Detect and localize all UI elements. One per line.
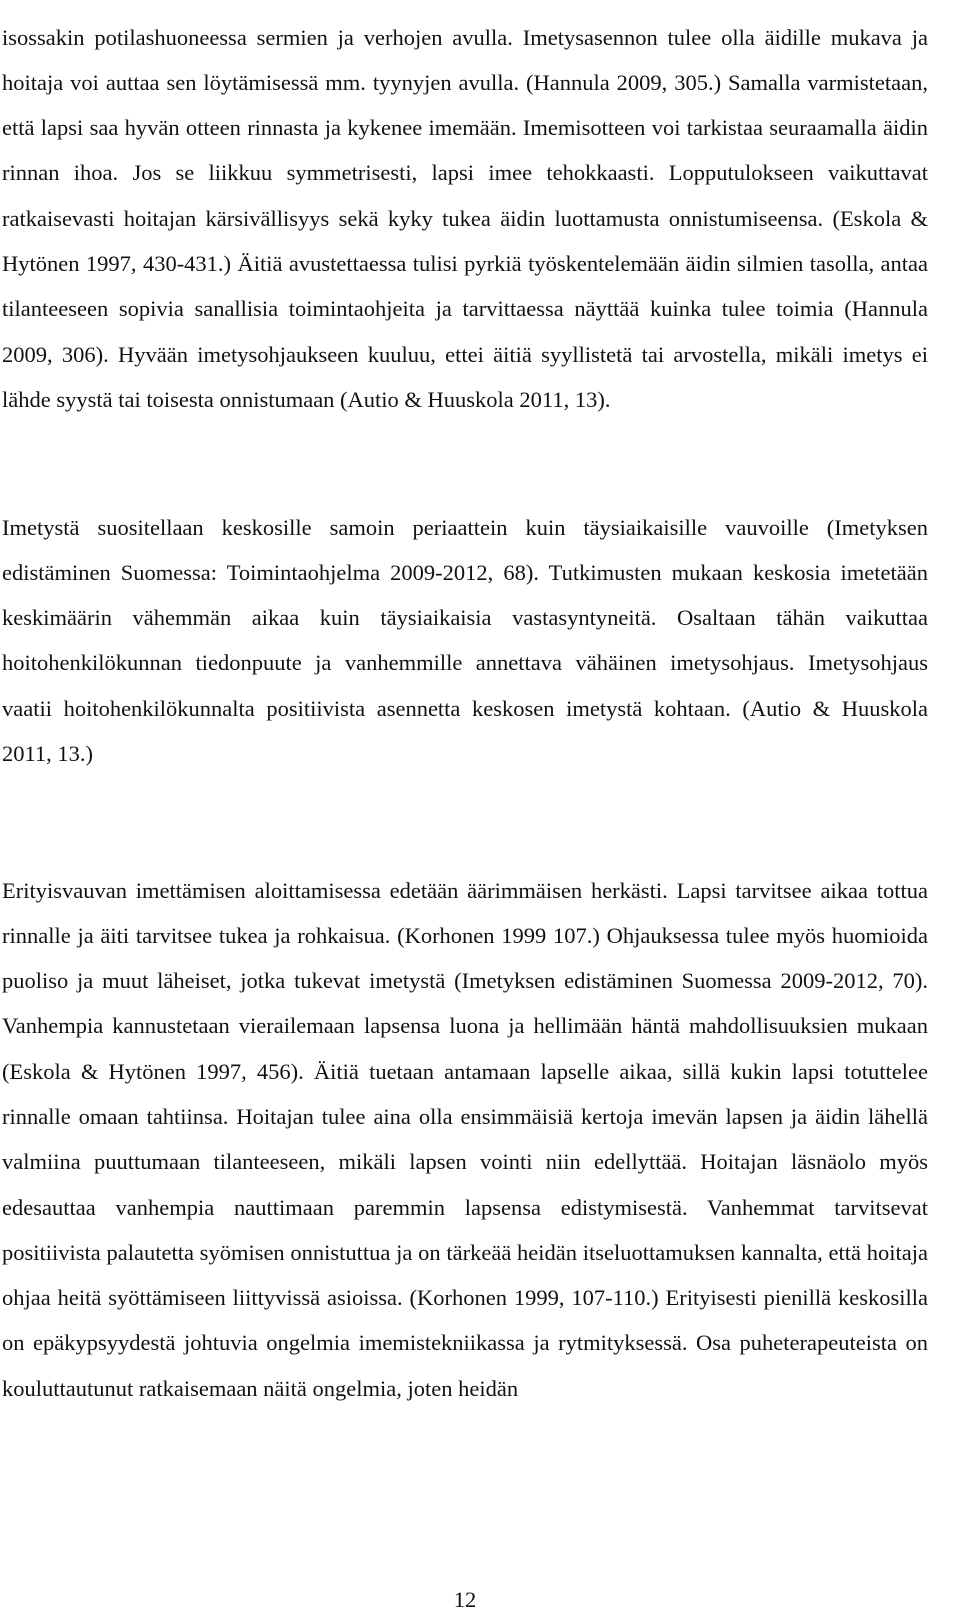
body-paragraph-2: Imetystä suositellaan keskosille samoin periaattein kuin täysiaikaisille vauvoille (Imetyksen edistäminen Suomessa: Toimintaohjelma 2009-2012, 68). Tutkimusten mukaan keskosia imetetään keskimäärin vähemmän aikaa kuin täysiaikaisia vastasyntyneitä. Osaltaan tähän vaikuttaa hoitohenkilökunnan tiedonpuute ja vanhemmille annettava vähäinen imetysohjaus. Imetysohjaus vaatii hoitohenkilökunnalta positiivista asennetta keskosen imetystä kohtaan. (Autio & Huuskola 2011, 13.)	[2, 514, 928, 766]
page-number: 12	[453, 1587, 477, 1612]
body-paragraph-1: isossakin potilashuoneessa sermien ja verhojen avulla. Imetysasennon tulee olla äidille mukava ja hoitaja voi auttaa sen löytämisessä mm. tyynyjen avulla. (Hannula 2009, 305.) Samalla varmistetaan, että lapsi saa hyvän otteen rinnasta ja kykenee imemään. Imemisotteen voi tarkistaa seuraamalla äidin rinnan ihoa. Jos se liikkuu symmetrisesti, lapsi imee tehokkaasti. Lopputulokseen vaikuttavat ratkaisevasti hoitajan kärsivällisyys sekä kyky tukea äidin luottamusta onnistumiseensa. (Eskola & Hytönen 1997, 430-431.) Äitiä avustettaessa tulisi pyrkiä työskentelemään äidin silmien tasolla, antaa tilanteeseen sopivia sanallisia toimintaohjeita ja tarvittaessa näyttää kuinka tulee toimia (Hannula 2009, 306). Hyvään imetysohjaukseen kuuluu, ettei äitiä syyllistetä tai arvostella, mikäli imetys ei lähde syystä tai toisesta onnistumaan (Autio & Huuskola 2011, 13).	[2, 24, 928, 412]
body-paragraph-3: Erityisvauvan imettämisen aloittamisessa edetään äärimmäisen herkästi. Lapsi tarvitsee aikaa tottua rinnalle ja äiti tarvitsee tukea ja rohkaisua. (Korhonen 1999 107.) Ohjauksessa tulee myös huomioida puoliso ja muut läheiset, jotka tukevat imetystä (Imetyksen edistäminen Suomessa 2009-2012, 70). Vanhempia kannustetaan vierailemaan lapsensa luona ja hellimään häntä mahdollisuuksien mukaan (Eskola & Hytönen 1997, 456). Äitiä tuetaan antamaan lapselle aikaa, sillä kukin lapsi totuttelee rinnalle omaan tahtiinsa. Hoitajan tulee aina olla ensimmäisiä kertoja imevän lapsen ja äidin lähellä valmiina puuttumaan tilanteeseen, mikäli lapsen vointi niin edellyttää. Hoitajan läsnäolo myös edesauttaa vanhempia nauttimaan paremmin lapsensa edistymisestä. Vanhemmat tarvitsevat positiivista palautetta syömisen onnistuttua ja on tärkeää heidän itseluottamuksen kannalta, että hoitaja ohjaa heitä syöttämiseen liittyvissä asioissa. (Korhonen 1999, 107-110.) Erityisesti pienillä keskosilla on epäkypsyydestä johtuvia ongelmia imemistekniikassa ja rytmityksessä. Osa puheterapeuteista on kouluttautunut ratkaisemaan näitä ongelmia, joten heidän	[2, 877, 928, 1401]
